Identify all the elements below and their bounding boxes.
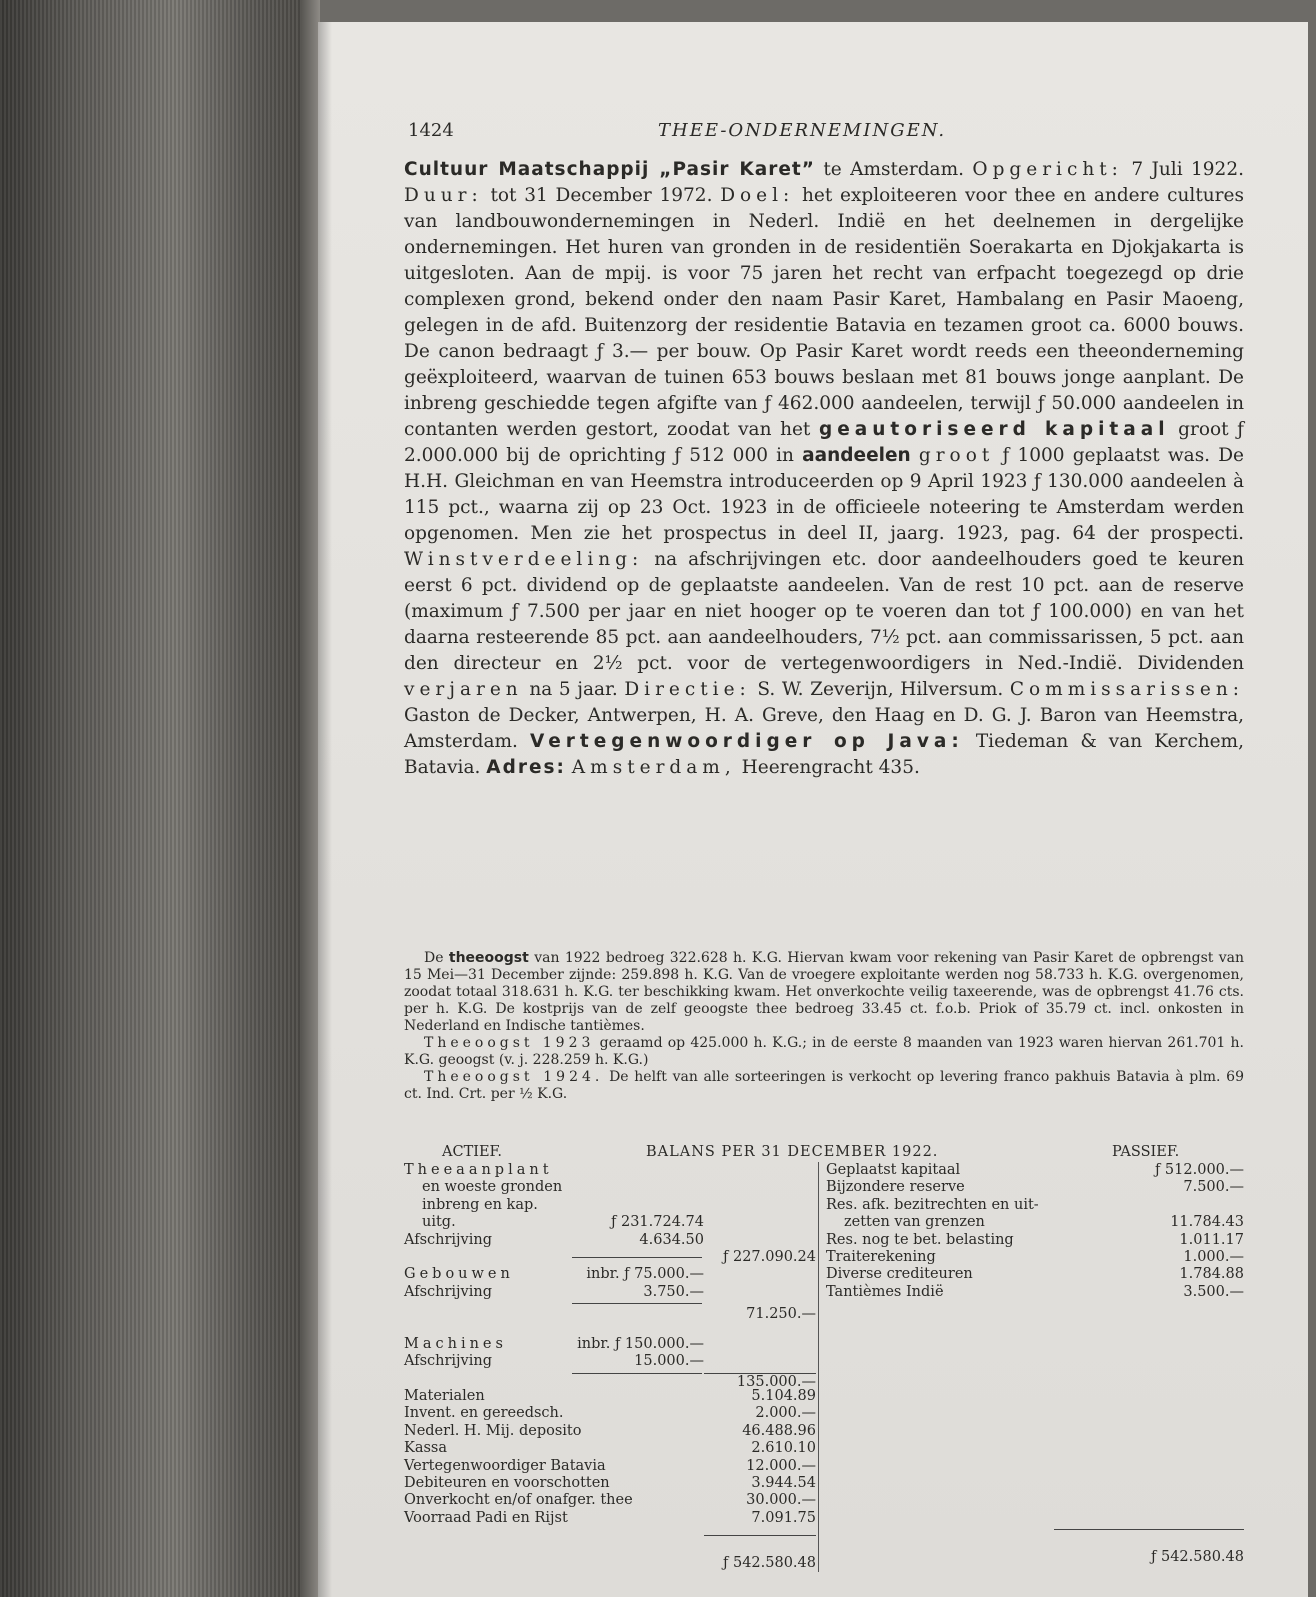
commissarissen-text: Gaston de Decker, Antwerpen, H. A. Greve, den Haag en D. G. J. Baron van Heemstra, Amsterdam. (404, 705, 1244, 752)
passief-item-amount: ƒ 512.000.— (1154, 1162, 1244, 1178)
passief-item-amount: 1.011.17 (1179, 1231, 1244, 1248)
passief-item-label: Geplaatst kapitaal (826, 1162, 961, 1178)
vertegenwoordiger-label: Vertegenwoordiger op Java: (529, 731, 964, 752)
company-name: Cultuur Maatschappij „Pasir Karet” (404, 159, 815, 180)
company-description (404, 157, 1244, 781)
actief-item-row (404, 1405, 816, 1422)
harvest-notes (404, 950, 1244, 1103)
uitg-label: uitg. (422, 1214, 456, 1231)
passief-item-label: Res. nog te bet. belasting (826, 1231, 1014, 1248)
gebouwen-label: Gebouwen (404, 1266, 514, 1283)
actief-item-label: Materialen (404, 1388, 485, 1405)
doel-label: Doel: (720, 185, 795, 206)
commissarissen-label: Commissarissen: (1009, 679, 1245, 700)
winstverdeeling-text: na afschrijvingen etc. door aandeelhouders goed te keuren eerst 6 pct. dividend op de geplaatste aandeelen. Van de rest 10 pct. aan de reserve (maximum ƒ 7.500 per jaar en niet hooger op te voeren dan tot ƒ 100.000) en van het daarna resteerende 85 pct. aan aandeelhouders, 7½ pct. aan commissarissen, 5 pct. aan den directeur en 2½ pct. voor de vertegenwoordigers in Ned.-Indië. Dividenden (404, 549, 1244, 674)
balance-sheet (404, 1144, 1244, 1572)
column-divider (818, 1162, 819, 1572)
directie-text: S. W. Zeverijn, Hilversum. (757, 679, 1004, 700)
passief-item-amount: 3.500.— (1183, 1283, 1244, 1300)
passief-item-label: Bijzondere reserve (826, 1179, 965, 1196)
actief-item-amount: 30.000.— (746, 1492, 816, 1509)
subtotal-rule (572, 1257, 702, 1258)
actief-item-row (404, 1510, 816, 1527)
passief-items (826, 1162, 1244, 1301)
aandeelen-label: aandeelen (802, 445, 911, 466)
harvest-p3-text: De helft van alle sorteeringen is verkocht op levering franco pakhuis Batavia à plm. 69 ct. Ind. Crt. per ½ K.G. (404, 1069, 1244, 1102)
passief-item-label: Tantièmes Indië (826, 1283, 944, 1300)
passief-item-label: Diverse crediteuren (826, 1266, 973, 1283)
machines-net: 135.000.— (736, 1373, 816, 1390)
harvest-p3-label: Theeoogst 1924. (424, 1069, 604, 1085)
actief-item-row (404, 1458, 816, 1475)
actief-item-amount: 46.488.96 (742, 1422, 816, 1439)
passief-item-row (826, 1232, 1244, 1249)
duur-text: tot 31 December 1972. (490, 185, 713, 206)
harvest-p1-start: De (424, 950, 444, 966)
theeaanplant-label: Theeaanplant (404, 1162, 553, 1178)
passief-item-row (826, 1197, 1244, 1214)
document-page (318, 22, 1308, 1597)
actief-item-label: Onverkocht en/of onafger. thee (404, 1492, 633, 1509)
passief-item-row (826, 1179, 1244, 1196)
passief-item-row (826, 1266, 1244, 1283)
actief-item-label: Kassa (404, 1440, 448, 1457)
verjaren-label: verjaren (404, 679, 523, 700)
running-head: THEE-ONDERNEMINGEN. (658, 120, 947, 141)
balans-per-heading: BALANS PER 31 DECEMBER 1922. (646, 1144, 939, 1160)
page-number: 1424 (408, 120, 454, 141)
subtotal-rule (572, 1373, 702, 1374)
subtotal-rule (572, 1303, 702, 1304)
actief-items (404, 1388, 816, 1527)
opgericht-text: 7 Juli 1922. (1131, 159, 1244, 180)
afschrijving-1-label: Afschrijving (404, 1231, 492, 1248)
harvest-p2-text: geraamd op 425.000 h. K.G.; in de eerste 8 maanden van 1923 waren hiervan 261.701 h. K.G. geoogst (v. j. 228.259 h. K.G.) (404, 1035, 1244, 1068)
afschrijving-3-amount: 15.000.— (634, 1353, 704, 1370)
woeste-label: en woeste gronden (422, 1179, 563, 1196)
actief-item-amount: 7.091.75 (751, 1509, 816, 1526)
vertegenwoordiger-text: Tiedeman & van Kerchem, Batavia. (404, 731, 1244, 778)
harvest-p2-label: Theeoogst 1923 (424, 1035, 595, 1051)
company-location: te Amsterdam. (823, 159, 965, 180)
directie-label: Directie: (624, 679, 751, 700)
afschrijving-2-label: Afschrijving (404, 1283, 492, 1300)
actief-total: ƒ 542.580.48 (723, 1555, 816, 1572)
afschrijving-1-amount: 4.634.50 (639, 1231, 704, 1248)
adres-text: Heerengracht 435. (741, 757, 920, 778)
passief-column (826, 1162, 1244, 1567)
afschrijving-2-amount: 3.750.— (643, 1283, 704, 1300)
gebouwen-net: 71.250.— (746, 1306, 816, 1323)
actief-item-row (404, 1492, 816, 1509)
harvest-1924-paragraph (404, 1069, 1244, 1103)
actief-item-row (404, 1388, 816, 1405)
actief-item-row (404, 1423, 816, 1440)
actief-item-row (404, 1440, 816, 1457)
winstverdeeling-label: Winstverdeeling: (404, 549, 644, 570)
actief-item-row (404, 1475, 816, 1492)
actief-item-label: Invent. en gereedsch. (404, 1405, 564, 1422)
harvest-p1-bold: theeoogst (448, 950, 529, 966)
actief-item-label: Vertegenwoordiger Batavia (404, 1457, 606, 1474)
aandeelen-text: ƒ 1000 geplaatst was. De H.H. Gleichman en van Heemstra introduceerden op 9 April 1923 ƒ 130.000 aandeelen à 115 pct., waarna zij op 23 Oct. 1923 in de officieele noteering te Amsterdam werden opgenomen. Men zie het prospectus in deel II, jaarg. 1923, pag. 64 der prospecti. (404, 445, 1245, 544)
actief-item-amount: 12.000.— (746, 1457, 816, 1474)
actief-item-amount: 2.610.10 (751, 1440, 816, 1457)
theeaanplant-net: ƒ 227.090.24 (723, 1248, 816, 1265)
verjaren-text: na 5 jaar. (529, 679, 618, 700)
afschrijving-3-label: Afschrijving (404, 1353, 492, 1370)
harvest-p1-text: van 1922 bedroeg 322.628 h. K.G. Hiervan kwam voor rekening van Pasir Karet de opbrengst van 15 Mei—31 December zijnde: 259.898 h. K.G. Van de vroegere exploitante werden nog 58.733 h. K.G. overgenomen, zoodat totaal 318.631 h. K.G. ter beschikking kwam. Het onverkochte veilig taxeerende, was de opbrengst 41.76 cts. per h. K.G. De kostprijs van de zelf geoogste thee bedroeg 33.45 ct. f.o.b. Priok of 35.79 ct. incl. onkosten in Nederland en Indische tantièmes. (404, 950, 1245, 1034)
harvest-1922-paragraph (404, 950, 1244, 1035)
machines-inbreng: inbr. ƒ 150.000.— (577, 1335, 704, 1352)
gebouwen-inbreng: inbr. ƒ 75.000.— (586, 1266, 704, 1283)
doel-text: het exploiteeren voor thee en andere cultures van landbouwondernemingen in Nederl. Indië en het deelnemen in dergelijke ondernemingen. Het huren van gronden in de residentiën Soerakarta en Djokjakarta is uitgesloten. Aan de mpij. is voor 75 jaren het recht van erfpacht toegezegd op drie complexen grond, bekend onder den naam Pasir Karet, Hambalang en Pasir Maoeng, gelegen in de afd. Buitenzorg der residentie Batavia en tezamen groot ca. 6000 bouws. De canon bedraagt ƒ 3.— per bouw. Op Pasir Karet wordt reeds een theeonderneming geëxploiteerd, waarvan de tuinen 653 bouws beslaan met 81 bouws jonge aanplant. De inbreng geschiedde tegen afgifte van ƒ 462.000 aandeelen, terwijl ƒ 50.000 aandeelen in contanten werden gestort, zoodat van het (404, 185, 1244, 440)
opgericht-label: Opgericht: (972, 159, 1123, 180)
passief-item-amount: 1.784.88 (1179, 1266, 1244, 1283)
actief-item-amount: 3.944.54 (751, 1475, 816, 1492)
actief-item-amount: 5.104.89 (751, 1388, 816, 1405)
passief-item-amount: 7.500.— (1183, 1179, 1244, 1196)
total-rule (1054, 1529, 1244, 1530)
kapitaal-label: geautoriseerd kapitaal (818, 419, 1170, 440)
book-page-edges (0, 0, 320, 1597)
passief-item-row (826, 1284, 1244, 1301)
harvest-1923-paragraph (404, 1035, 1244, 1069)
passief-total: ƒ 542.580.48 (1151, 1549, 1244, 1566)
passief-item-row (826, 1162, 1244, 1179)
kapitaal-text: groot ƒ 2.000.000 bij de oprichting ƒ 512 000 in (404, 419, 1244, 466)
inbreng-label: inbreng en kap. (422, 1196, 538, 1213)
actief-item-amount: 2.000.— (755, 1405, 816, 1422)
passief-item-label: Res. afk. bezitrechten en uit- (826, 1196, 1039, 1213)
passief-item-row (826, 1214, 1244, 1231)
passief-item-label: zetten van grenzen (844, 1214, 985, 1231)
duur-label: Duur: (404, 185, 483, 206)
total-rule (704, 1535, 816, 1536)
actief-heading: ACTIEF. (442, 1144, 502, 1160)
adres-label: Adres: (486, 757, 566, 778)
passief-item-label: Traiterekening (826, 1248, 936, 1265)
passief-item-row (826, 1249, 1244, 1266)
passief-item-amount: 1.000.— (1183, 1248, 1244, 1265)
passief-item-amount: 11.784.43 (1170, 1214, 1244, 1231)
actief-item-label: Voorraad Padi en Rijst (404, 1509, 568, 1526)
uitg-amount: ƒ 231.724.74 (611, 1214, 704, 1231)
adres-city: Amsterdam, (571, 757, 736, 778)
machines-label: Machines (404, 1335, 507, 1352)
aandeelen-groot: groot (918, 445, 995, 466)
actief-column (404, 1162, 816, 1573)
actief-item-label: Debiteuren en voorschotten (404, 1475, 610, 1492)
passief-heading: PASSIEF. (1112, 1144, 1180, 1160)
actief-item-label: Nederl. H. Mij. deposito (404, 1422, 582, 1439)
balance-header (404, 1144, 1244, 1162)
